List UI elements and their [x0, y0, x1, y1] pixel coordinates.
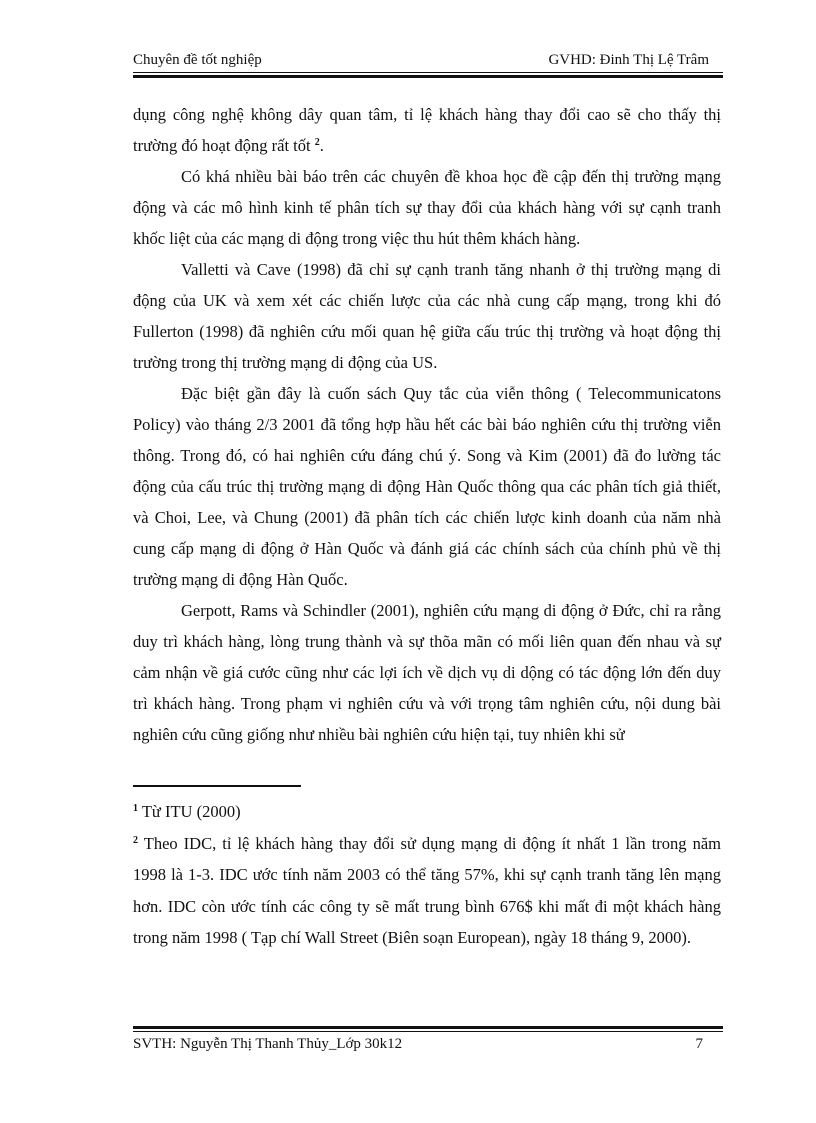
- footnotes: [133, 796, 721, 954]
- footnote-1: [133, 796, 721, 828]
- paragraph-1-text: dụng công nghệ không dây quan tâm, tỉ lệ khách hàng thay đổi cao sẽ cho thấy thị trường đó hoạt động rất tốt: [133, 105, 721, 155]
- footer-divider-thick: [133, 1026, 723, 1029]
- main-text: [133, 99, 721, 750]
- footnote-2: [133, 828, 721, 954]
- header-thesis-title: Chuyên đề tốt nghiệp: [133, 52, 262, 68]
- page-header: [133, 52, 723, 72]
- page-footer: [133, 1036, 723, 1056]
- header-divider-thin: [133, 72, 723, 73]
- footnote-2-text: Theo IDC, tỉ lệ khách hàng thay đổi sử dụng mạng di động ít nhất 1 lần trong năm 1998 là 1-3. IDC ước tính năm 2003 có thể tăng 57%, khi sự cạnh tranh tăng lên mạng hơn. IDC còn ước tính các công ty sẽ mất trung bình 676$ khi mất đi một khách hàng trong năm 1998 ( Tạp chí Wall Street (Biên soạn European), ngày 18 tháng 9, 2000).: [133, 833, 721, 947]
- page-number: 7: [695, 1036, 703, 1052]
- paragraph-2: Có khá nhiều bài báo trên các chuyên đề khoa học đề cập đến thị trường mạng động và các mô hình kinh tế phân tích sự thay đổi của khách hàng với sự cạnh tranh khốc liệt của các mạng di động trong việc thu hút thêm khách hàng.: [133, 167, 721, 248]
- footnote-2-mark: 2: [133, 834, 138, 846]
- footnote-ref-2: 2: [314, 137, 320, 148]
- footnote-separator: [133, 785, 301, 787]
- footer-divider-thin: [133, 1031, 723, 1032]
- footer-student: SVTH: Nguyễn Thị Thanh Thủy_Lớp 30k12: [133, 1036, 403, 1052]
- header-supervisor: GVHD: Đinh Thị Lệ Trâm: [548, 52, 709, 68]
- paragraph-5: Gerpott, Rams và Schindler (2001), nghiên cứu mạng di động ở Đức, chỉ ra rằng duy trì khách hàng, lòng trung thành và sự thõa mãn có mối liên quan đến nhau và sự cảm nhận về giá cước cũng như các lợi ích về dịch vụ di dộng có tác động lớn đến duy trì khách hàng. Trong phạm vi nghiên cứu và với trọng tâm nghiên cứu, nội dung bài nghiên cứu cũng giống như nhiều bài nghiên cứu hiện tại, tuy nhiên khi sử: [133, 601, 721, 744]
- footnote-1-mark: 1: [133, 803, 138, 814]
- paragraph-1: [133, 99, 721, 161]
- header-divider-thick: [133, 75, 723, 78]
- footnote-1-text: Từ ITU (2000): [138, 802, 241, 821]
- paragraph-4: Đặc biệt gần đây là cuốn sách Quy tắc của viễn thông ( Telecommunicatons Policy) vào tháng 2/3 2001 đã tổng hợp hầu hết các bài báo nghiên cứu thị trường viễn thông. Trong đó, có hai nghiên cứu đáng chú ý. Song và Kim (2001) đã đo lường tác động của cấu trúc thị trường mạng di động Hàn Quốc thông qua các phân tích giả thiết, và Choi, Lee, và Chung (2001) đã phân tích các chiến lược kinh doanh của năm nhà cung cấp mạng di động ở Hàn Quốc và đánh giá các chính sách của chính phủ về thị trường mạng di động Hàn Quốc.: [133, 384, 721, 589]
- paragraph-1-end: .: [319, 136, 324, 155]
- paragraph-3: Valletti và Cave (1998) đã chỉ sự cạnh tranh tăng nhanh ở thị trường mạng di động của UK và xem xét các chiến lược của các nhà cung cấp mạng, trong khi đó Fullerton (1998) đã nghiên cứu mối quan hệ giữa cấu trúc thị trường và hoạt động thị trường trong thị trường mạng di động của US.: [133, 260, 721, 372]
